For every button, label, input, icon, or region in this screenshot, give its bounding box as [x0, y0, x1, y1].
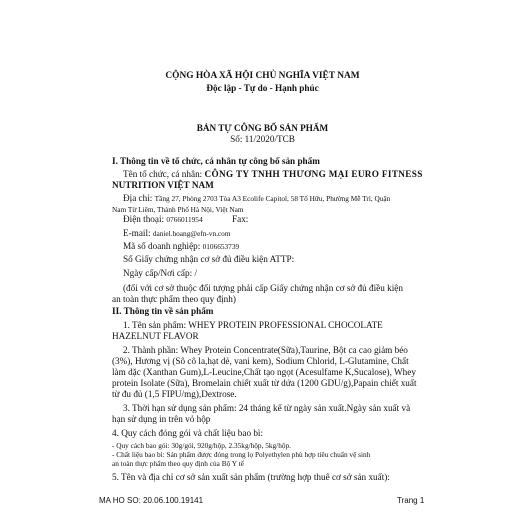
ingredients-line4: protein Isolate (Sữa), Bromelain chiết xuất từ dứa (1200 GDU/g),Papain chiết xuất — [112, 378, 417, 388]
ingredients-line2: (3%), Hương vị (Sô cô la,hạt dẻ, vani kem), Sodium Chlorid, L-Glutamine, Chất — [112, 356, 409, 366]
email-label: E-mail: — [123, 228, 153, 238]
dossier-code: MA HO SO: 20.06.100.19141 — [99, 496, 204, 505]
org-label: Tên tổ chức, cá nhân: — [123, 169, 205, 179]
doc-number: Số: 11/2020/TCB — [230, 134, 295, 144]
email-row — [123, 228, 231, 239]
page-number: Trang 1 — [397, 496, 425, 505]
ingredients-line1: 2. Thành phần: Whey Protein Concentrate(Sữa),Taurine, Bột ca cao giảm béo — [123, 345, 408, 355]
packaging-heading: 4. Quy cách đóng gói và chất liệu bao bì: — [112, 428, 264, 438]
packaging-material-line2: an toàn thực phẩm theo quy định của Bộ Y tế — [112, 459, 244, 468]
product-name-line1: 1. Tên sản phẩm: WHEY PROTEIN PROFESSIONAL CHOCOLATE — [123, 320, 383, 330]
product-name-line2: HAZELNUT FLAVOR — [112, 331, 199, 341]
issue-date-label: Ngày cấp/Nơi cấp: / — [123, 268, 197, 278]
section2-heading: II. Thông tin về sản phẩm — [112, 306, 214, 316]
note-line1: (đối với cơ sở thuộc đối tượng phải cấp Giấy chứng nhận cơ sở đủ điều kiện — [123, 283, 403, 293]
ingredients-line3: làm dặc (Xanthan Gum),L-Leucine,Chất tạo ngọt (Acesulfame K,Sucalose), Whey — [112, 367, 416, 377]
note-line2: an toàn thực phẩm theo quy định) — [112, 294, 236, 304]
phone-label: Điện thoại: — [123, 214, 167, 224]
phone-row — [123, 214, 203, 225]
manufacturer-heading: 5. Tên và địa chỉ cơ sở sản xuất sản phẩm (trường hợp thuê cơ sở sản xuất): — [112, 472, 390, 482]
phone-value: 0766011954 — [166, 215, 203, 224]
org-name-line1: CÔNG TY TNHH THƯƠNG MẠI EURO FITNESS — [204, 169, 423, 179]
address-line2: Nam Từ Liêm, Thành Phố Hà Nội, Việt Nam — [112, 205, 244, 214]
address-label: Địa chỉ: — [123, 193, 155, 203]
fax-label: Fax: — [232, 214, 249, 224]
tax-label: Mã số doanh nghiệp: — [123, 241, 203, 251]
org-row — [123, 169, 423, 180]
address-line1: Tầng 27, Phòng 2703 Tòa A3 Ecolife Capitol, 58 Tố Hữu, Phường Mễ Trì, Quận — [154, 194, 391, 203]
address-row — [123, 193, 390, 204]
country-name: CỘNG HÒA XÃ HỘI CHỦ NGHĨA VIỆT NAM — [165, 71, 360, 81]
tax-row — [123, 241, 239, 252]
shelf-life-line2: hạn sử dụng in trên vỏ hộp — [112, 414, 211, 424]
email-value: daniel.hoang@efn-vn.com — [152, 229, 231, 238]
section1-heading: I. Thông tin về tổ chức, cá nhân tự công bố sản phẩm — [112, 156, 320, 166]
org-name-line2: NUTRITION VIỆT NAM — [112, 180, 214, 190]
doc-title: BẢN TỰ CÔNG BỐ SẢN PHẨM — [196, 123, 329, 133]
motto: Độc lập - Tự do - Hạnh phúc — [206, 83, 319, 93]
shelf-life-line1: 3. Thời hạn sử dụng sản phẩm: 24 tháng kể từ ngày sản xuất.Ngày sản xuất và — [123, 403, 411, 413]
cert-label: Số Giấy chứng nhận cơ sở đủ điều kiện ATTP: — [123, 254, 295, 264]
packaging-spec: - Quy cách bao gói: 30g/gói, 920g/hộp, 2.35kg/hộp, 5kg/hộp. — [112, 441, 291, 450]
packaging-material-line1: - Chất liệu bao bì: Sản phẩm được đóng trong lọ Polyethylen phù hợp tiêu chuẩn vệ sinh — [112, 450, 371, 459]
ingredients-line5: từ đu đủ (1,5 FIPU/mg),Dextrose. — [112, 389, 237, 399]
tax-value: 0106653739 — [202, 242, 240, 251]
